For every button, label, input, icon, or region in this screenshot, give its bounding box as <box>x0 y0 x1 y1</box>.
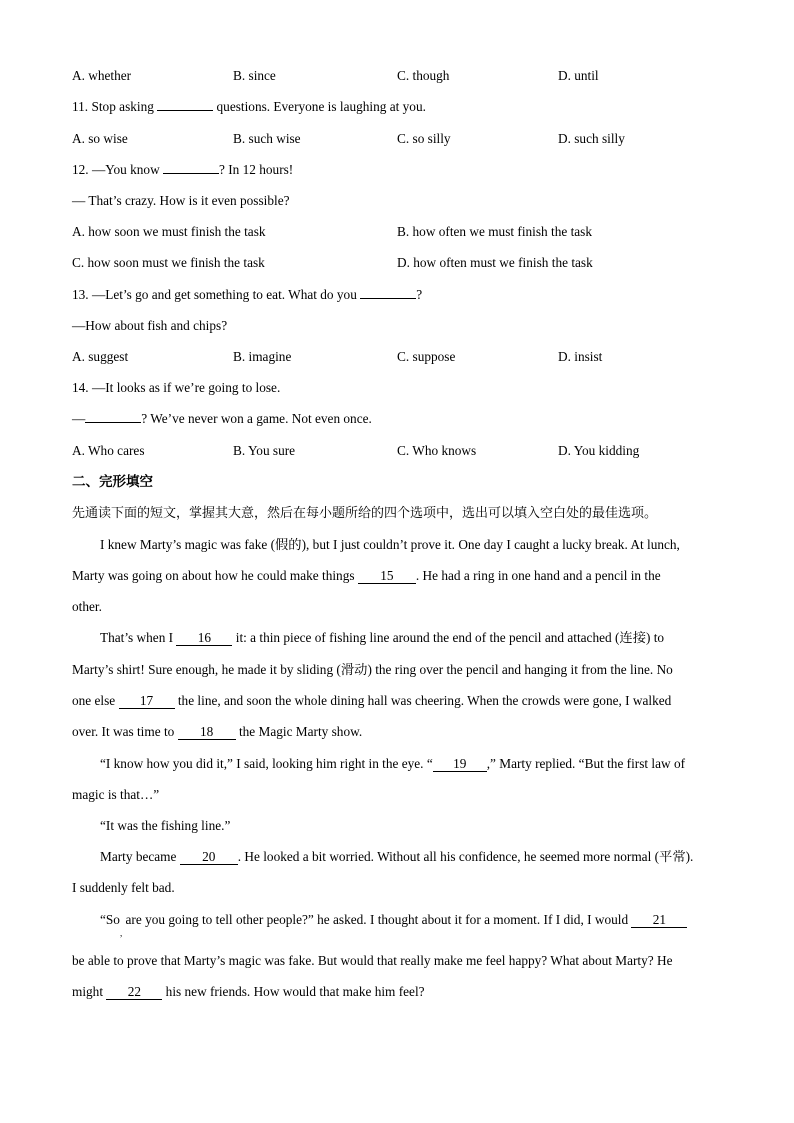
q13-stem-after: ? <box>416 287 423 302</box>
q13-stem <box>72 286 722 304</box>
q11-blank <box>157 110 213 111</box>
q12-blank <box>163 173 219 174</box>
blank-21: 21 <box>631 913 687 928</box>
blank-20: 20 <box>180 850 238 865</box>
passage-text: ,” Marty replied. “But the first law of <box>486 756 686 771</box>
q11-option-b: B. such wise <box>233 131 301 146</box>
passage-text: it: a thin piece of fishing line around the end of the pencil and attached (连接) to <box>232 630 665 645</box>
q14-stem: 14. —It looks as if we’re going to lose. <box>72 380 281 395</box>
passage-text: his new friends. How would that make him feel? <box>162 984 425 999</box>
q14-blank <box>85 422 141 423</box>
q13-option-c: C. suppose <box>397 349 456 364</box>
passage-text: are you going to tell other people?” he asked. I thought about it for a moment. If I did, I would <box>122 912 632 927</box>
blank-16: 16 <box>176 631 232 646</box>
passage-text: the Magic Marty show. <box>235 724 363 739</box>
q11-stem <box>72 98 722 116</box>
q10-option-a: A. whether <box>72 68 132 83</box>
passage-p2-line2: Marty’s shirt! Sure enough, he made it by sliding (滑动) the ring over the pencil and hanging it from the line. No <box>72 662 673 677</box>
q12-option-b: B. how often we must finish the task <box>397 224 592 239</box>
passage-p4: “It was the fishing line.” <box>100 818 231 833</box>
passage-p3-line1 <box>100 755 722 773</box>
q13-stem-before: 13. —Let’s go and get something to eat. What do you <box>72 287 361 302</box>
blank-15: 15 <box>358 569 416 584</box>
q11-option-c: C. so silly <box>397 131 451 146</box>
passage-text: Marty was going on about how he could make things <box>72 568 358 583</box>
q12-stem <box>72 161 722 179</box>
passage-p1-line1: I knew Marty’s magic was fake (假的), but I just couldn’t prove it. One day I caught a lucky break. At lunch, <box>100 537 680 552</box>
q14-option-c: C. Who knows <box>397 443 477 458</box>
q14-option-d: D. You kidding <box>558 443 640 458</box>
blank-19: 19 <box>433 757 487 772</box>
q11-stem-after: questions. Everyone is laughing at you. <box>213 99 426 114</box>
section-instruction: 先通读下面的短文，掌握其大意，然后在每小题所给的四个选项中，选出可以填入空白处的最佳选项。 <box>72 506 658 521</box>
q12-response: — That’s crazy. How is it even possible? <box>72 193 290 208</box>
passage-text: the line, and soon the whole dining hall was cheering. When the crowds were gone, I walked <box>174 693 672 708</box>
q12-stem-before: 12. —You know <box>72 162 164 177</box>
q13-option-b: B. imagine <box>233 349 292 364</box>
q12-option-d: D. how often must we finish the task <box>397 255 593 270</box>
blank-17: 17 <box>119 694 175 709</box>
passage-p1-line2 <box>72 567 722 585</box>
passage-p6-line2: be able to prove that Marty’s magic was fake. But would that really make me feel happy? What about Marty? He <box>72 953 673 968</box>
q11-stem-before: 11. Stop asking <box>72 99 158 114</box>
passage-p2-line4 <box>72 723 722 741</box>
passage-text: . He looked a bit worried. Without all his confidence, he seemed more normal (平常). <box>237 849 694 864</box>
passage-p1-line3: other. <box>72 599 102 614</box>
q13-response: —How about fish and chips? <box>72 318 228 333</box>
passage-p5-line1 <box>100 848 722 866</box>
q12-option-a: A. how soon we must finish the task <box>72 224 266 239</box>
blank-22: 22 <box>106 985 162 1000</box>
q14-response-after: ? We’ve never won a game. Not even once. <box>141 411 372 426</box>
q14-option-a: A. Who cares <box>72 443 145 458</box>
q14-option-b: B. You sure <box>233 443 296 458</box>
passage-text: “So <box>100 912 120 927</box>
q13-blank <box>360 298 416 299</box>
stray-comma: , <box>119 928 123 938</box>
q10-option-c: C. though <box>397 68 450 83</box>
q10-option-b: B. since <box>233 68 276 83</box>
blank-18: 18 <box>178 725 236 740</box>
passage-p3-line2: magic is that…” <box>72 787 160 802</box>
passage-p2-line1 <box>100 629 722 647</box>
q14-response <box>72 410 722 428</box>
q13-option-a: A. suggest <box>72 349 129 364</box>
q12-stem-after: ? In 12 hours! <box>219 162 294 177</box>
q13-option-d: D. insist <box>558 349 603 364</box>
passage-text: over. It was time to <box>72 724 178 739</box>
passage-p2-line3 <box>72 692 722 710</box>
q14-response-before: — <box>72 411 86 426</box>
passage-text: That’s when I <box>100 630 177 645</box>
passage-text: “I know how you did it,” I said, looking him right in the eye. “ <box>100 756 433 771</box>
passage-text: one else <box>72 693 119 708</box>
passage-text: might <box>72 984 107 999</box>
q11-option-d: D. such silly <box>558 131 625 146</box>
q10-option-d: D. until <box>558 68 599 83</box>
passage-text: Marty became <box>100 849 180 864</box>
passage-p6-line1 <box>100 911 722 938</box>
passage-p5-line2: I suddenly felt bad. <box>72 880 175 895</box>
section-title: 二、完形填空 <box>72 474 153 490</box>
q11-option-a: A. so wise <box>72 131 128 146</box>
q12-option-c: C. how soon must we finish the task <box>72 255 265 270</box>
passage-p6-line3 <box>72 983 722 1001</box>
passage-text: . He had a ring in one hand and a pencil in the <box>415 568 661 583</box>
